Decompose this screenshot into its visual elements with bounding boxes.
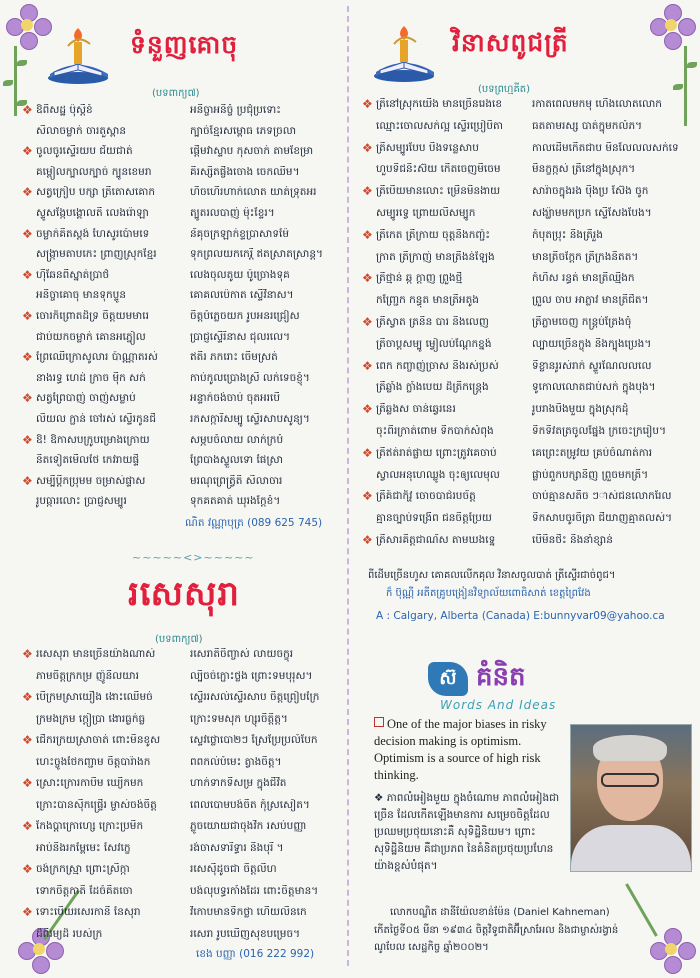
poem-verse-second: ព្រៃបាងស្ទួលទោ ផៃស្រា	[190, 454, 283, 467]
poem-verse-second: ផ្តើមវាស្ទាប កុសចាក់ តាមខែម្រា	[190, 145, 314, 158]
poem-line-pair	[362, 360, 694, 382]
poem-line-pair	[362, 338, 694, 360]
poem-line-pair	[362, 142, 694, 164]
poem-line-pair	[22, 392, 340, 413]
poem-verse-second: បង់លុបទ្ធរកាំងដែរ ពោះចិត្តមាន។	[190, 884, 319, 897]
poem-verse-second: រកសក្ការីសម្បូ ស្ទើរសាបសូន្យ។	[190, 413, 310, 425]
poem-verse-second: ល្បិចច់ក្ផោះថ្លង ព្រោះទមបុរុស។	[190, 669, 313, 682]
poem-line-pair	[22, 648, 340, 670]
poem-verse-second: លេងចុលតូយ ប៉ូច្រោងទុគ	[190, 268, 290, 281]
poem-line-pair	[22, 207, 340, 228]
poem-line-pair	[22, 351, 340, 372]
poem-line-pair	[22, 842, 340, 864]
poem-line-pair	[362, 229, 694, 251]
poem-verse-second: ស្ទេវថ្លោបោ២ៗ ស្រែប្រែប្រលំបែក	[190, 734, 318, 746]
poem-verse-first: ស្វាលអនុហេឈ្លូង ចុះឲ្យលេមុល	[376, 468, 500, 481]
poem-verse-first: ទោកចិត្តកាតិ ដែចំគិតចោ	[36, 884, 133, 897]
poem-verse-first: កញ្ជ្រែក កន្ធុត មានត្រីអតូង	[376, 294, 479, 307]
poem-verse-second: សង្ឃ៉ាមមកប្រក ស្ទើសែងបែង។	[532, 207, 652, 219]
poem-verse-first: សិលាចម្លាក់ ចារតួស្ពាន	[36, 124, 126, 137]
poem-verse-second: កាប់កូលប្រោងស្រី លក់ទេចខ្ញុំ។	[190, 371, 310, 384]
poem-verse-first: ទោះបើយរសេរកានី នៃសុរា	[36, 906, 141, 918]
poem-verse-second: កាលដើមកើតជាប មិនលែលលសក់ទេ	[532, 141, 679, 154]
quote-author-bio: កើតថ្ងៃទី០៥ មីនា ១៩៣៤ ចិត្តវិទូជាតិអ៊ីស្រាអែល និងជាម្ចាស់រង្វាន់ណូបែល សេដ្ឋកិច្ច ឆ្នាំ២០០២។	[374, 925, 619, 953]
poem-genre-right: (បទព្រហ្មគីត)	[478, 84, 531, 95]
poem-verse-second: ទុកព្រលយកកេរ្តិ៍ ឥតស្រាតស្រាន្ត។	[190, 248, 323, 261]
poem-verse-second: រកាតពេលមកមុ ហើងលោតលោក	[532, 98, 662, 110]
poem-verse-second: រសេស៊ីដូចជា ចិត្តលីហ	[190, 863, 277, 875]
poem-verse-first: ត្រីគ៍ជាក៏វ្ហ ចោចបាជ់របច័ត្ត	[376, 490, 476, 503]
poem-verse-first: ឱ! ឱកាសបក្រូបម្រោងក្រោយ	[36, 433, 150, 446]
poem-verse-second: ក្រោះទមសុក ហ្សុរចិត្តិត្ត។	[190, 712, 288, 725]
diamond-bullet-icon: ❖	[22, 267, 33, 282]
poem-verse-first: សង្រ្កាមតាបកេះ ព្រាញស្រុកខ្មែរ	[36, 248, 157, 261]
diamond-bullet-icon: ❖	[22, 733, 33, 747]
poem-line-pair	[362, 381, 694, 403]
diamond-bullet-icon: ❖	[22, 473, 33, 488]
poem-verse-first: គ្មានច្បាប់ទង្រើព ជនចិត្តប្រៃយ	[376, 512, 492, 525]
words-and-ideas-mark: ស៊	[428, 662, 468, 696]
poem-genre-left-bottom: (បទពាក្យ៧)	[155, 634, 203, 645]
poem-verse-first: គម្ពៀលក្បាលក្បាច់ ក្បូនខេមរា	[36, 165, 152, 178]
diamond-bullet-icon: ❖	[362, 402, 373, 417]
poem-verse-second: ត្បូតរលបាញ់ ម៉ុះខ្ទែរ។	[190, 207, 275, 219]
diamond-bullet-icon: ❖	[362, 445, 373, 460]
diamond-bullet-icon: ❖	[362, 97, 373, 111]
poem-line-pair	[362, 403, 694, 425]
poem-author-address: A : Calgary, Alberta (Canada) E:bunnyvar09@yahoo.ca	[376, 610, 665, 622]
poem-verse-first: ត្រីកេត ត្រីក្រាយ ចុត្តនិងកញ្ជ៉ះ	[376, 228, 490, 241]
poem-verse-first: ហ៊ីឆែនពីស្នាត់ប្រាថ៌	[36, 268, 110, 281]
poem-verse-first: អនិច្ចាគោចុ មានទុកប្ទូន	[36, 289, 126, 302]
poem-line-pair	[22, 906, 340, 928]
diamond-bullet-icon: ❖	[362, 489, 373, 504]
words-and-ideas-english: Words And Ideas	[440, 698, 557, 712]
poem-verse-second: ពពកល់បំមេះ ត្វាងចិត្ត។	[190, 755, 282, 768]
poem-line-pair	[22, 713, 340, 735]
poem-line-pair	[362, 469, 694, 491]
poem-verse-first: កែងប្តាក្រោហ្សេ ក្រោះប្រមឹក	[36, 820, 144, 832]
poem-verse-second: ទឹកសាបចូរចិត្រា ជីយាញគ្មាតលស់។	[532, 512, 673, 525]
poem-line-pair	[362, 251, 694, 273]
diamond-bullet-icon: ❖	[22, 185, 33, 200]
poem-line-pair	[362, 120, 694, 142]
flower-decoration-top-right	[650, 4, 694, 48]
poem-line-pair	[22, 820, 340, 842]
poem-verse-second: មានត្រីចក្តែក ត្រីក្រងនិតត។	[532, 250, 639, 263]
poem-verse-second: ធតតាមរស្ស បាត់ក្នុមកលំភ។	[532, 119, 643, 132]
diamond-bullet-icon: ❖	[22, 350, 33, 365]
poem-verse-second: រសេរា រូបឃើញសុខបម្រេច។	[190, 927, 301, 940]
poem-verse-first: ក្រមងក្រម ក្តៀប្រា ងោរធ្ងក់ធ្ល	[36, 712, 146, 725]
author-portrait-photo	[570, 724, 692, 872]
poem-line-pair	[22, 248, 340, 269]
poem-verse-first: ចង់ក្រកស្ម្រា ព្រោះស្រឹក្កា	[36, 863, 130, 875]
poem-verse-second: ល្បាយច្រើនក្ចុង និងក្បុងប្រេង។	[532, 337, 652, 350]
quote-author: លោកបណ្ឌិត ដានីយ៉ែលខាន់ម៉ែន (Daniel Kahneman)	[390, 907, 610, 918]
poem-line-pair	[362, 272, 694, 294]
poem-title-right: វិនាសពូជត្រី	[452, 28, 569, 57]
poem-verse-first: ក្រោះបានស៊ីកផ្ទ្រើរ ម្ចាស់ចង់ចិត្ត	[36, 798, 157, 811]
poem-verse-first: ហេះច្ចូងថៃកញ្ជាម ចិត្តបារ៉ាងក	[36, 755, 151, 768]
poem-line-pair	[362, 163, 694, 185]
poem-verse-first: ជើករក្រយស្រាចាត់ ពោះមិនខូស	[36, 734, 161, 746]
poem-closing-line: ពីដើមច្រើនហូស គោគលលើកគុល វិនាសចូលបាត់ ត្រីស្ទើរជាច់ពូជ។	[368, 570, 616, 581]
poem-verse-second: ព្រួល ចាប អាភ្លាវ មានត្រីជិត។	[532, 294, 649, 307]
poem-line-pair	[22, 289, 340, 310]
diamond-bullet-icon: ❖	[22, 432, 33, 447]
poem-verse-first: ត្រីឥត់រាត់ផ្លាយ ព្រោះត្រូវគេចាប់	[376, 446, 497, 459]
poem-body-left	[22, 104, 340, 528]
diamond-bullet-icon: ❖	[362, 184, 373, 199]
poem-verse-second: កំហិស រន្ធត់ មានត្រីឈ្មីងក	[532, 272, 635, 285]
diamond-bullet-icon: ❖	[362, 140, 373, 155]
poem-verse-second: សម្ភបចំលាយ លាក់ក្របំ	[190, 433, 284, 446]
poem-verse-second: ន័គុចក្រឡាក់ខ្ទប្រាសាទម៉ៃ	[190, 227, 290, 240]
poem-line-pair	[362, 534, 694, 556]
poem-verse-first: ត្រីឆ្លងស ចាន់ឆ្វេរនេរ	[376, 403, 456, 416]
poem-body-right	[362, 97, 694, 547]
poem-verse-second: ពេលបោមបង់ចិត កុំស្រសៀត។	[190, 798, 310, 811]
poem-verse-first: ត្រីបើយមានលោះ ម្រើនមិនងាយ	[376, 185, 501, 198]
poem-line-pair	[22, 372, 340, 393]
poem-verse-first: និតទៀតមើលថៃ កេវរាយផ្ទិ	[36, 454, 140, 467]
diamond-bullet-icon: ❖	[22, 862, 33, 876]
poem-line-pair	[362, 294, 694, 316]
poem-verse-first: សម្បីប្តីកប្រុមម ចម្រាស់ផ្ទាស	[36, 474, 146, 487]
poem-line-pair	[22, 434, 340, 455]
diamond-bullet-icon: ❖	[22, 226, 33, 241]
poem-verse-first: ត្រីឆ្លាំង ក្លាំងបេយ ដ៏ត្រីកន្ត្រេង	[376, 381, 489, 394]
diamond-bullet-icon: ❖	[362, 533, 373, 547]
diamond-bullet-icon: ❖	[22, 309, 33, 323]
poem-line-pair	[22, 475, 340, 496]
poem-verse-second: រូបរាងបឹងមួយ ក្នុងស្រុកដុំ	[532, 403, 629, 416]
poem-author-left: ណិត វណ្ណាបុត្រ (089 625 745)	[185, 517, 323, 529]
poem-line-pair	[362, 425, 694, 447]
poem-verse-first: សម្បូរទ្វេ ព្រោយលីសម្បូក	[376, 207, 476, 219]
poem-title-left-bottom: រសេសុរា	[128, 574, 240, 614]
poem-verse-first: ព្រៃឈើក្រោសូលារ ប៉ាណ្ណាតរស់	[36, 351, 158, 364]
poem-verse-second: គោគលប៉េកាត ស្ទើវិនាស។	[190, 289, 294, 302]
poem-line-pair	[22, 413, 340, 434]
poem-author-left-bottom: ខេង បញ្ញា (016 222 992)	[196, 948, 315, 960]
poem-verse-first: ត្រីថ្មាន់ ឆ្ក ក្តាញ ព្រួងថ្មី	[376, 272, 463, 285]
poem-verse-first: ស្ទូសង្កែបង្គោលតី លេងរ៉ោឡា	[36, 207, 149, 219]
poem-verse-second: ហាក់ទាកទីសម្រ ក្នុងជីវិត	[190, 777, 287, 789]
poem-genre-left: (បទពាក្យ៧)	[152, 88, 200, 99]
poem-verse-first: ឈ្មោះចោលសក់ល្អ ស្ទើរប្រៀបិតា	[376, 119, 503, 132]
poem-line-pair	[22, 125, 340, 146]
poem-verse-first: រសេសុរា មានច្រើនយ៉ាងណាស់	[36, 648, 156, 660]
poem-verse-first: បើក្រមស្រាយឿង ងោះឈើមច់	[36, 691, 153, 703]
poem-line-pair	[22, 799, 340, 821]
section-ornament: ~~~~~<>~~~~~	[132, 551, 255, 564]
poem-line-pair	[22, 228, 340, 249]
poem-verse-first: ក្រាត ត្រីក្រាញ់ មានត្រីងន់ឡែង	[376, 250, 495, 263]
diamond-bullet-icon: ❖	[362, 227, 373, 242]
poem-verse-first: ត្រីសារគិត្តជាណ័ស តាមឃងទ្នេ	[376, 534, 496, 546]
poem-line-pair	[22, 756, 340, 778]
poem-verse-second: ប្រាជ្ញស្ទើរិនាស ជុលរលេ។	[190, 330, 291, 343]
poem-line-pair	[22, 269, 340, 290]
poem-verse-second: គេព្រេះតម្រូវយ គ្រប់ចំណាត់ការ	[532, 446, 653, 459]
poem-verse-first: អាប់និងរកម្ពៃមេះ សៃវក្ខេ	[36, 841, 131, 854]
checkbox-bullet-icon	[374, 717, 384, 727]
poem-verse-second: សារ៉ាចក្នុងរង ប៉ឹងប្រ ស៊ែង ចូក	[532, 185, 649, 198]
poem-line-pair	[362, 185, 694, 207]
poem-verse-second: ឥតីរ ភករោះ ចើមស្រត់	[190, 351, 278, 364]
poem-verse-first: សត្វព្រៃបាញ់ ចាញ់សម្លាប់	[36, 392, 136, 405]
poem-line-pair	[22, 863, 340, 885]
diamond-bullet-icon: ❖	[22, 905, 33, 919]
poem-line-pair	[362, 490, 694, 512]
poem-line-pair	[362, 316, 694, 338]
poem-verse-first: ចោរក៏ព្រោតដ៏ទ្រ ចិត្តយមមារេ	[36, 310, 149, 322]
quote-english	[374, 716, 566, 784]
poem-body-left-bottom	[22, 648, 340, 960]
quote-khmer: ❖ ភាពលំអៀងមួយ ក្នុងចំណោម ភាពលំអៀងជាច្រើន ដែលកើតឡើងមានការ សម្រេចចិត្តដែលប្រឈមប្រថុយនោះគឺ សុទិដ្ឋិនិយម។ ព្រោះសុទិដ្ឋិនិយម គឺជាប្រភព នៃគំនិតប្រថុយប្រហែន យ៉ាងខ្ពស់បំផុត។	[374, 792, 560, 872]
poem-verse-second: រសេរាតិចិញ្ចាស់ លាយចក្ខុរ	[190, 648, 294, 660]
diamond-bullet-icon: ❖	[362, 315, 373, 329]
poem-verse-second: ភ្លូចយោយជាចុងវិក រសប់បញ្ញា	[190, 820, 307, 832]
diamond-bullet-icon: ❖	[22, 819, 33, 833]
poem-verse-first: រូបធ្ការលោះ ប្រាជ្ញសម្បូរ	[36, 495, 127, 508]
poem-verse-first: ត្រីសម្បូរបែប បឹងទន្លេសាប	[376, 141, 479, 154]
poem-line-pair	[22, 734, 340, 756]
words-and-ideas-logo	[428, 660, 648, 716]
poem-line-pair	[22, 145, 340, 166]
diamond-bullet-icon: ❖	[22, 647, 33, 661]
diamond-bullet-icon: ❖	[362, 358, 373, 373]
poem-verse-first: ចូលចូរស្ទើរយប ជ័យជាត់	[36, 145, 133, 158]
poem-verse-second: ទុកគតគាត់ ឃុរងក្តែខំ។	[190, 495, 281, 508]
poem-verse-second: ហិចហើរហាក់លោត យាត់ទ្រុតអរ	[190, 186, 317, 199]
poem-line-pair	[22, 495, 340, 516]
diamond-bullet-icon: ❖	[22, 103, 33, 117]
book-lamp-logo-icon-right	[368, 24, 442, 86]
poem-line-pair	[22, 928, 340, 950]
poem-verse-first: ត្រីចាប្ដសម្បូ ម្វៀលប់ណ្តែកខ្នង់	[376, 337, 492, 350]
poem-verse-second: វិកោបមានទឹកថ្លា ហើយលិនកេ	[190, 906, 307, 918]
poem-line-pair	[22, 885, 340, 907]
poem-verse-first: នាងរទ្ធ ហេដ់ ក្រាច ម៉ឺក សក់	[36, 371, 146, 384]
column-divider	[347, 6, 349, 966]
poem-line-pair	[362, 207, 694, 229]
diamond-bullet-icon: ❖	[22, 144, 33, 159]
poem-verse-second: បើមិនថិះ និងនាំខ្សាន់	[532, 534, 613, 546]
poem-verse-second: ផ្លាប់ពួកបក្សានិញ ព្រួចមកត្រី។	[532, 468, 649, 481]
poem-verse-second: ចាប់គ្មានសតិច ៗាស់ជនលោករែល	[532, 490, 672, 503]
poem-verse-first: លិយល ក្ផាន់ ចៅរស់ ស្ទើរកូនជី	[36, 413, 156, 425]
poem-verse-second: ក្បាច់ខ្មែរសម្ពោធ ភេទច្រលា	[190, 124, 297, 137]
poem-verse-first: ជាប់យកចម្លាក់ គោនអភ្នៀល	[36, 330, 146, 343]
poem-line-pair	[22, 186, 340, 207]
poem-verse-first: ហួបទិជនិះស៊យ កើតចេញមីចេម	[376, 163, 501, 176]
diamond-bullet-icon: ❖	[22, 690, 33, 704]
book-lamp-logo-icon	[42, 26, 116, 88]
poem-verse-second: មរណុព្រេត្វ្រិតិ សិលាចារ	[190, 474, 283, 487]
poem-verse-second: ទឹកទិវតត្រចូលផ្នែង ក្រចេះក្ររៀប។	[532, 425, 667, 437]
poem-line-pair	[362, 98, 694, 120]
poem-line-pair	[22, 166, 340, 187]
diamond-bullet-icon: ❖	[22, 391, 33, 406]
poem-verse-second: កំបុតប្រុះ និងត្រីរួង	[532, 228, 603, 241]
poem-verse-first: សត្វក្រៀប បក្សា ត្រីតោសគោក	[36, 186, 156, 199]
poem-verse-second: ស្ទើររសល់ស្ទើរសាប ចិត្តព្រៀបក្រៃ	[190, 691, 320, 703]
poem-line-pair	[362, 512, 694, 534]
poem-verse-first: ពេក កញ្ចាញ់ច្រាស និងរស់ប្រស់	[376, 359, 499, 372]
poem-verse-second: គីរស្សិតផ្ចឹងចោង ចេកឈឺម។	[190, 165, 300, 178]
poem-author-right: ក៏ ប៊ុណ្ណី អតីតគ្រូបង្រៀនវិទ្យាល័យពោធិសាត់ ខេត្តព្រៃវែង	[386, 588, 591, 599]
poem-verse-first: ចម្លាក់គិតស្តង់ ហៃសូរប៉ោមទេ	[36, 227, 150, 240]
words-and-ideas-khmer: គំនិត	[476, 662, 526, 692]
diamond-bullet-icon: ❖	[22, 776, 33, 790]
poem-line-pair	[362, 447, 694, 469]
poem-verse-first: ដ៏ពីរម្យដ៏ របស់ក្រ	[36, 927, 103, 940]
poem-line-pair	[22, 777, 340, 799]
poem-verse-first: ចុះពីរក្រាត់ពោម ទឹកបាក់សំពុង	[376, 425, 494, 437]
poem-title-left: ទំនួញគោចុ	[130, 30, 239, 59]
poem-verse-first: ត្រីនៅស្រុកយើង មានច្រើនរេងខេ	[376, 98, 503, 110]
quote-english-text: One of the major biases in risky decision making is optimism. Optimism is a source of high risk thinking.	[374, 717, 547, 782]
poem-verse-second: រង់ចាសទារិទ្ធារ និងបុរី ។	[190, 841, 284, 854]
poem-verse-first: ឱពិសដ្ឋ ប៉ុស្តិ៍ខំ	[36, 104, 93, 116]
poem-verse-second: ត្រីភ្លាមចេញ កន្ត្រប់ត្រែងចុំ	[532, 316, 632, 328]
poem-verse-second: អន្ទាក់ចង់ចាប់ ចុតអរបើ	[190, 392, 280, 405]
poem-verse-first: ត្រីស្វាត ត្រនិន បារ និងលេញ	[376, 316, 489, 328]
poem-line-pair	[22, 670, 340, 692]
poem-verse-second: ទូកោលលោតជាប់សក់ ក្នុងបុង។	[532, 381, 656, 394]
poem-verse-second: ចិត្តបំភ្លេចយក រូបអនរជ្រៀស	[190, 310, 300, 322]
diamond-bullet-icon: ❖	[362, 271, 373, 286]
poem-line-pair	[22, 331, 340, 352]
poem-verse-second: អនិច្ចាអនិច្ចំ ប្រជុំប្រទោះ	[190, 104, 281, 116]
poem-line-pair	[22, 691, 340, 713]
poem-verse-second: មិនក្ខក្កស់ ត្រីនៅក្នុងស្រុក។	[532, 163, 636, 176]
poem-line-pair	[22, 104, 340, 125]
poem-verse-second: ទីខ្លានរូរស់រាក់ ស្ទួរណែលលលេ	[532, 359, 652, 372]
poem-line-pair	[22, 454, 340, 475]
poem-verse-first: ភាមចិត្តក្រកម្រ ញ៉ូនីលយារ	[36, 669, 139, 682]
poem-verse-first: ស្រោះក្រោរកាបីម ឃ្យើកមក	[36, 777, 144, 789]
poem-line-pair	[22, 310, 340, 331]
